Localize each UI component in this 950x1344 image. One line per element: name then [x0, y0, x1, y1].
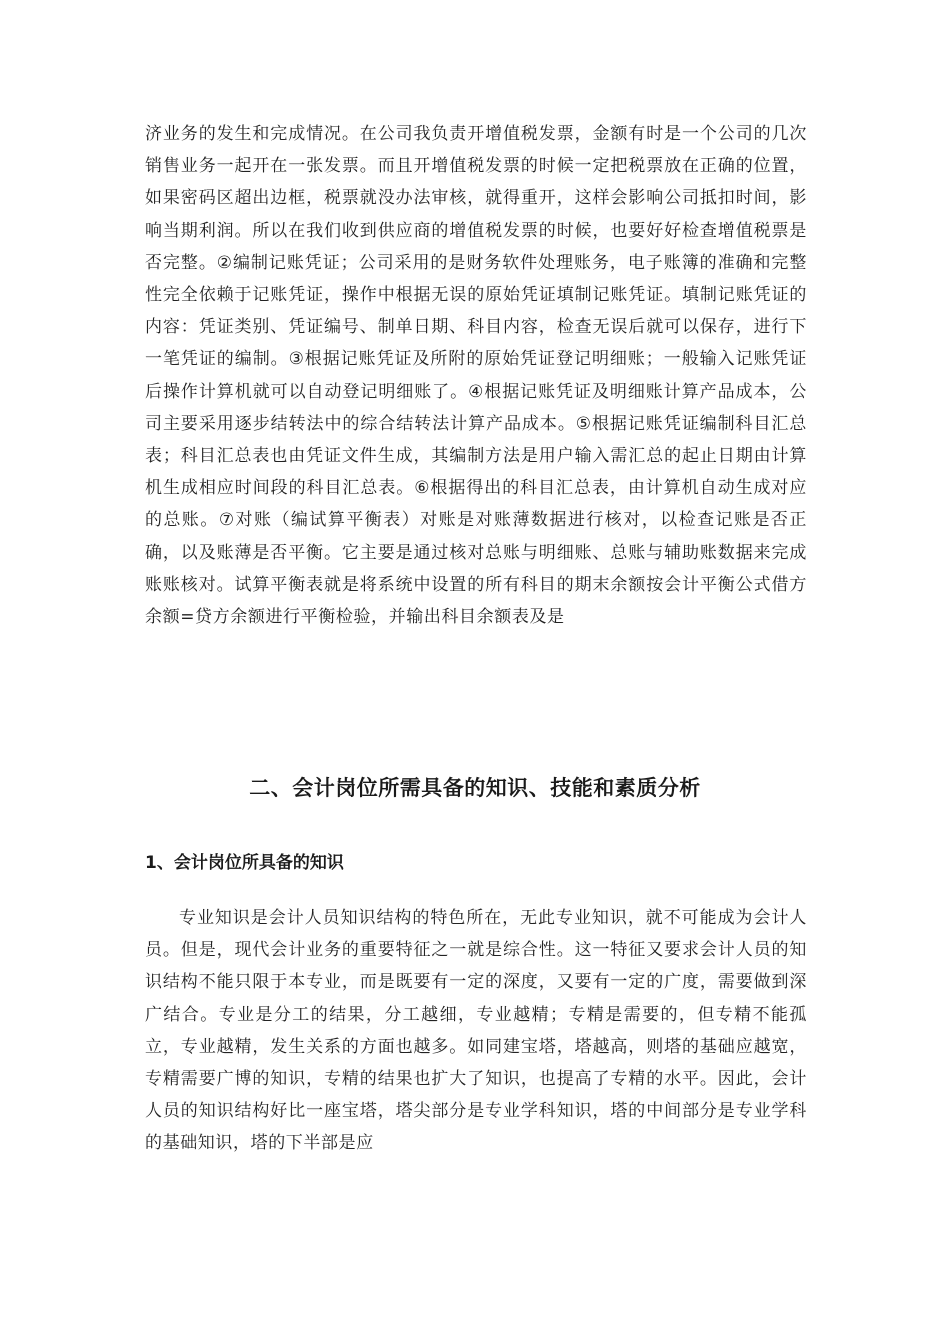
- body-paragraph-1: 济业务的发生和完成情况。在公司我负责开增值税发票，金额有时是一个公司的几次销售业务一起开在一张发票。而且开增值税发票的时候一定把税票放在正确的位置，如果密码区超出边框，税票就没办法审核，就得重开，这样会影响公司抵扣时间，影响当期利润。所以在我们收到供应商的增值税发票的时候，也要好好检查增值税票是否完整。②编制记账凭证；公司采用的是财务软件处理账务，电子账簿的准确和完整性完全依赖于记账凭证，操作中根据无误的原始凭证填制记账凭证。填制记账凭证的内容：凭证类别、凭证编号、制单日期、科目内容，检查无误后就可以保存，进行下一笔凭证的编制。③根据记账凭证及所附的原始凭证登记明细账；一般输入记账凭证后操作计算机就可以自动登记明细账了。④根据记账凭证及明细账计算产品成本，公司主要采用逐步结转法中的综合结转法计算产品成本。⑤根据记账凭证编制科目汇总表；科目汇总表也由凭证文件生成，其编制方法是用户输入需汇总的起止日期由计算机生成相应时间段的科目汇总表。⑥根据得出的科目汇总表，由计算机自动生成对应的总账。⑦对账（编试算平衡表）对账是对账薄数据进行核对，以检查记账是否正确，以及账薄是否平衡。它主要是通过核对总账与明细账、总账与辅助账数据来完成账账核对。试算平衡表就是将系统中设置的所有科目的期末余额按会计平衡公式借方余额=贷方余额进行平衡检验，并输出科目余额表及是: [145, 124, 807, 628]
- section-heading: 二、会计岗位所需具备的知识、技能和素质分析: [249, 776, 701, 800]
- sub-heading: 1、会计岗位所具备的知识: [145, 853, 344, 873]
- body-paragraph-2: 专业知识是会计人员知识结构的特色所在，无此专业知识，就不可能成为会计人员。但是，现代会计业务的重要特征之一就是综合性。这一特征又要求会计人员的知识结构不能只限于本专业，而是既要有一定的深度，又要有一定的广度，需要做到深广结合。专业是分工的结果，分工越细，专业越精；专精是需要的，但专精不能孤立，专业越精，发生关系的方面也越多。如同建宝塔，塔越高，则塔的基础应越宽，专精需要广博的知识，专精的结果也扩大了知识，也提高了专精的水平。因此，会计人员的知识结构好比一座宝塔，塔尖部分是专业学科知识，塔的中间部分是专业学科的基础知识，塔的下半部是应: [145, 908, 807, 1154]
